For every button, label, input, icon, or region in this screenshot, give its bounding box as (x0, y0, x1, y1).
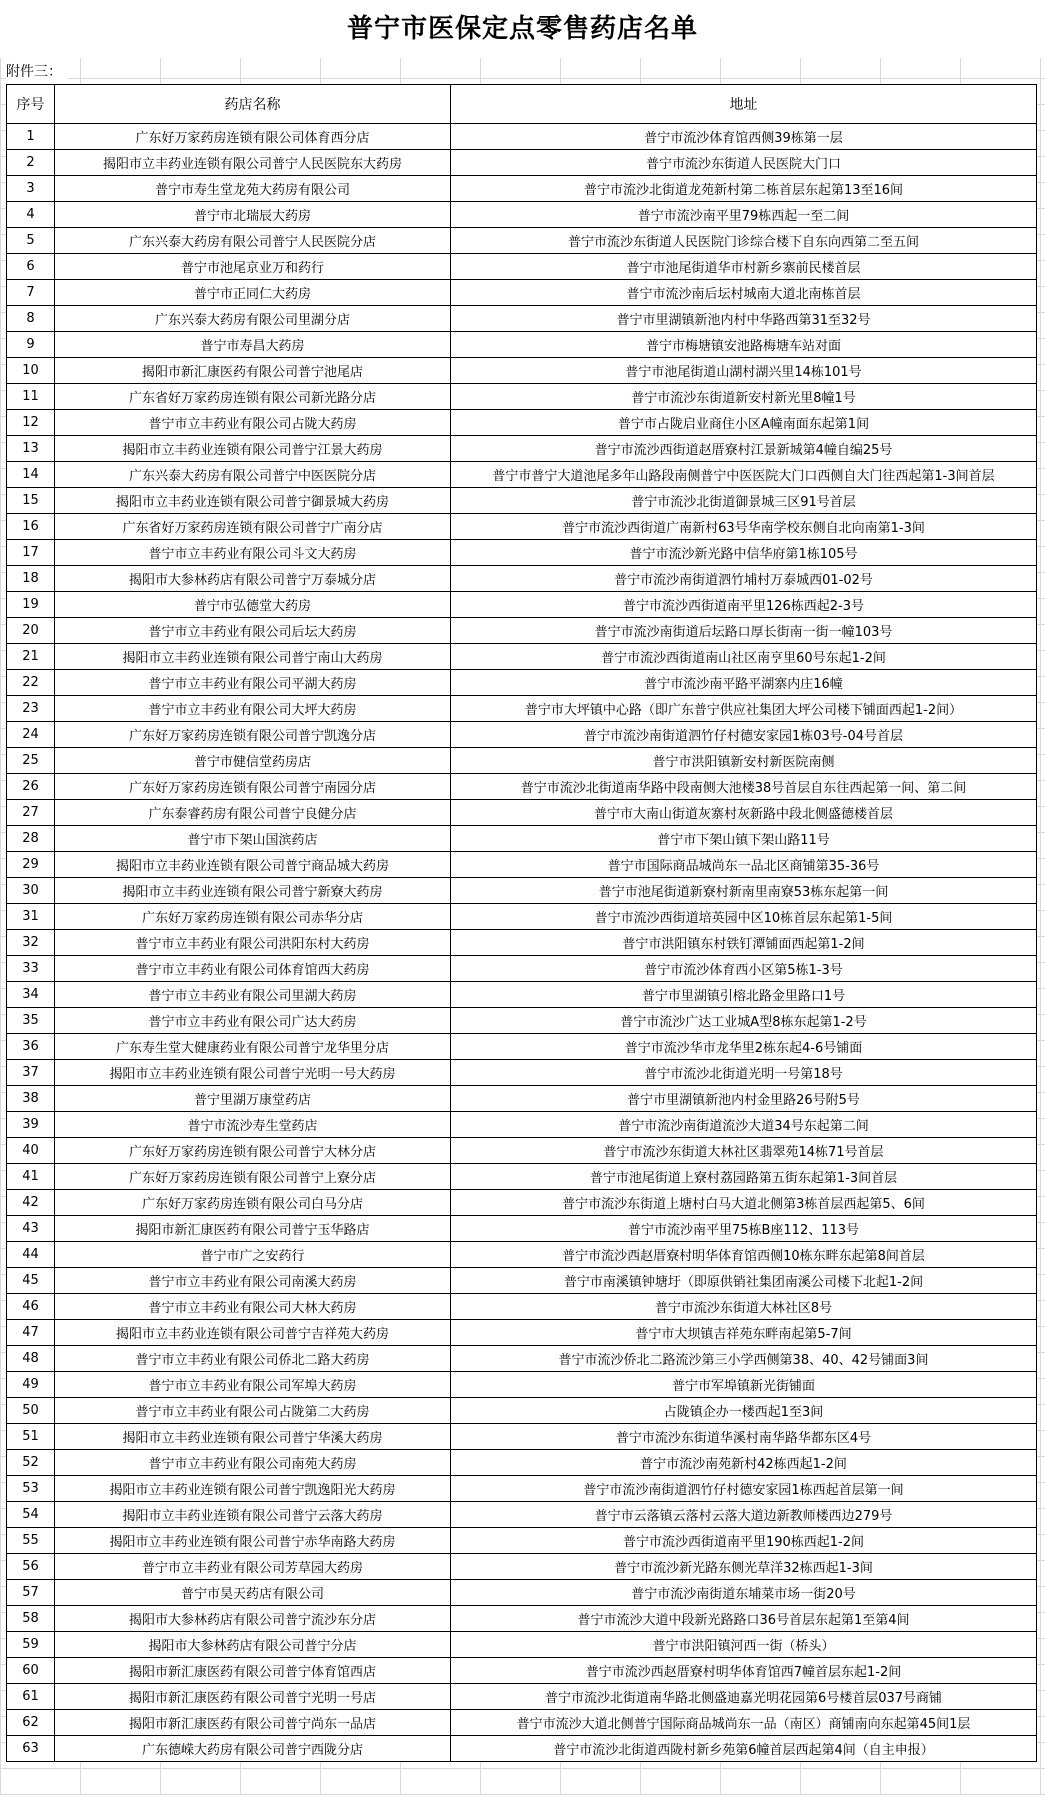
table-row (7, 800, 1037, 826)
cell-pharmacy-name: 广东省好万家药房连锁有限公司新光路分店 (55, 384, 451, 410)
cell-index: 37 (7, 1060, 55, 1086)
table-row (7, 1190, 1037, 1216)
cell-index: 54 (7, 1502, 55, 1528)
cell-address: 普宁市流沙大道北侧普宁国际商品城尚东一品（南区）商铺南向东起第45间1层 (451, 1710, 1037, 1736)
table-row (7, 1632, 1037, 1658)
cell-pharmacy-name: 普宁市立丰药业有限公司里湖大药房 (55, 982, 451, 1008)
cell-pharmacy-name: 普宁市弘德堂大药房 (55, 592, 451, 618)
table-row (7, 176, 1037, 202)
cell-pharmacy-name: 广东兴泰大药房有限公司普宁人民医院分店 (55, 228, 451, 254)
attachment-label: 附件三： (6, 62, 68, 82)
table-row (7, 1424, 1037, 1450)
cell-index: 30 (7, 878, 55, 904)
cell-pharmacy-name: 普宁市立丰药业有限公司体育馆西大药房 (55, 956, 451, 982)
cell-pharmacy-name: 普宁市立丰药业有限公司后坛大药房 (55, 618, 451, 644)
cell-index: 38 (7, 1086, 55, 1112)
cell-address: 普宁市流沙西街道广南新村63号华南学校东侧自北向南第1-3间 (451, 514, 1037, 540)
cell-pharmacy-name: 揭阳市立丰药业连锁有限公司普宁新寮大药房 (55, 878, 451, 904)
cell-address: 普宁市普宁大道池尾多年山路段南侧普宁中医医院大门口西侧自大门往西起第1-3间首层 (451, 462, 1037, 488)
table-row (7, 1086, 1037, 1112)
cell-index: 44 (7, 1242, 55, 1268)
cell-address: 普宁市洪阳镇新安村新医院南侧 (451, 748, 1037, 774)
cell-address: 普宁市流沙西街道赵厝寮村江景新城第4幢自编25号 (451, 436, 1037, 462)
table-row (7, 1736, 1037, 1762)
cell-address: 普宁市流沙南街道后坛路口厚长街南一街一幢103号 (451, 618, 1037, 644)
cell-pharmacy-name: 普宁市正同仁大药房 (55, 280, 451, 306)
table-row (7, 254, 1037, 280)
cell-index: 19 (7, 592, 55, 618)
cell-index: 43 (7, 1216, 55, 1242)
cell-pharmacy-name: 广东好万家药房连锁有限公司体育西分店 (55, 124, 451, 150)
cell-index: 4 (7, 202, 55, 228)
cell-index: 48 (7, 1346, 55, 1372)
cell-address: 普宁市流沙体育西小区第5栋1-3号 (451, 956, 1037, 982)
cell-index: 32 (7, 930, 55, 956)
cell-address: 普宁市流沙北街道南华路中段南侧大池楼38号首层自东往西起第一间、第二间 (451, 774, 1037, 800)
cell-index: 61 (7, 1684, 55, 1710)
cell-address: 普宁市国际商品城尚东一品北区商铺第35-36号 (451, 852, 1037, 878)
cell-address: 普宁市流沙东街道人民医院门诊综合楼下自东向西第二至五间 (451, 228, 1037, 254)
cell-index: 56 (7, 1554, 55, 1580)
table-row (7, 878, 1037, 904)
cell-address: 普宁市流沙西街道培英园中区10栋首层东起第1-5间 (451, 904, 1037, 930)
table-row (7, 1060, 1037, 1086)
cell-pharmacy-name: 普宁市寿生堂龙苑大药房有限公司 (55, 176, 451, 202)
cell-pharmacy-name: 普宁市立丰药业有限公司广达大药房 (55, 1008, 451, 1034)
cell-index: 33 (7, 956, 55, 982)
cell-pharmacy-name: 普宁市立丰药业有限公司南溪大药房 (55, 1268, 451, 1294)
cell-index: 6 (7, 254, 55, 280)
cell-pharmacy-name: 普宁市池尾京业万和药行 (55, 254, 451, 280)
cell-pharmacy-name: 揭阳市立丰药业连锁有限公司普宁南山大药房 (55, 644, 451, 670)
cell-index: 58 (7, 1606, 55, 1632)
pharmacy-table (6, 84, 1037, 1762)
cell-pharmacy-name: 揭阳市新汇康医药有限公司普宁尚东一品店 (55, 1710, 451, 1736)
table-row (7, 1710, 1037, 1736)
cell-pharmacy-name: 普宁里湖万康堂药店 (55, 1086, 451, 1112)
cell-address: 普宁市流沙大道中段新光路路口36号首层东起第1至第4间 (451, 1606, 1037, 1632)
cell-pharmacy-name: 普宁市流沙寿生堂药店 (55, 1112, 451, 1138)
cell-address: 普宁市洪阳镇河西一街（桥头） (451, 1632, 1037, 1658)
table-row (7, 670, 1037, 696)
cell-address: 普宁市池尾街道新寮村新南里南寮53栋东起第一间 (451, 878, 1037, 904)
cell-pharmacy-name: 广东德嵘大药房有限公司普宁西陇分店 (55, 1736, 451, 1762)
table-row (7, 228, 1037, 254)
table-row (7, 202, 1037, 228)
cell-address: 普宁市池尾街道山湖村湖兴里14栋101号 (451, 358, 1037, 384)
cell-address: 普宁市流沙北街道御景城三区91号首层 (451, 488, 1037, 514)
cell-index: 20 (7, 618, 55, 644)
cell-pharmacy-name: 广东寿生堂大健康药业有限公司普宁龙华里分店 (55, 1034, 451, 1060)
cell-pharmacy-name: 普宁市立丰药业有限公司芳草园大药房 (55, 1554, 451, 1580)
cell-address: 普宁市流沙新光路东侧光草洋32栋西起1-3间 (451, 1554, 1037, 1580)
cell-index: 18 (7, 566, 55, 592)
cell-index: 55 (7, 1528, 55, 1554)
cell-address: 占陇镇企办一楼西起1至3间 (451, 1398, 1037, 1424)
cell-pharmacy-name: 普宁市昊天药店有限公司 (55, 1580, 451, 1606)
cell-index: 53 (7, 1476, 55, 1502)
cell-address: 普宁市流沙新光路中信华府第1栋105号 (451, 540, 1037, 566)
cell-pharmacy-name: 普宁市北瑞辰大药房 (55, 202, 451, 228)
table-row (7, 1216, 1037, 1242)
cell-pharmacy-name: 揭阳市立丰药业连锁有限公司普宁人民医院东大药房 (55, 150, 451, 176)
cell-pharmacy-name: 普宁市广之安药行 (55, 1242, 451, 1268)
cell-index: 24 (7, 722, 55, 748)
cell-index: 25 (7, 748, 55, 774)
table-row (7, 644, 1037, 670)
cell-pharmacy-name: 揭阳市大参林药店有限公司普宁流沙东分店 (55, 1606, 451, 1632)
cell-address: 普宁市池尾街道上寮村荔园路第五街东起第1-3间首层 (451, 1164, 1037, 1190)
cell-address: 普宁市流沙北街道南华路北侧盛迪嘉光明花园第6号楼首层037号商铺 (451, 1684, 1037, 1710)
cell-pharmacy-name: 普宁市立丰药业有限公司占陇大药房 (55, 410, 451, 436)
cell-index: 16 (7, 514, 55, 540)
cell-pharmacy-name: 揭阳市立丰药业连锁有限公司普宁商品城大药房 (55, 852, 451, 878)
table-row (7, 306, 1037, 332)
cell-index: 63 (7, 1736, 55, 1762)
table-row (7, 540, 1037, 566)
cell-pharmacy-name: 揭阳市新汇康医药有限公司普宁体育馆西店 (55, 1658, 451, 1684)
table-row (7, 1164, 1037, 1190)
cell-index: 7 (7, 280, 55, 306)
cell-index: 31 (7, 904, 55, 930)
cell-index: 62 (7, 1710, 55, 1736)
cell-address: 普宁市云落镇云落村云落大道边新教师楼西边279号 (451, 1502, 1037, 1528)
table-row (7, 1346, 1037, 1372)
cell-pharmacy-name: 广东好万家药房连锁有限公司普宁大林分店 (55, 1138, 451, 1164)
cell-address: 普宁市里湖镇引榕北路金里路口1号 (451, 982, 1037, 1008)
cell-pharmacy-name: 广东好万家药房连锁有限公司赤华分店 (55, 904, 451, 930)
table-row (7, 592, 1037, 618)
cell-pharmacy-name: 普宁市立丰药业有限公司大坪大药房 (55, 696, 451, 722)
table-row (7, 852, 1037, 878)
cell-pharmacy-name: 普宁市立丰药业有限公司军埠大药房 (55, 1372, 451, 1398)
cell-index: 34 (7, 982, 55, 1008)
cell-pharmacy-name: 普宁市下架山国滨药店 (55, 826, 451, 852)
column-header-index: 序号 (7, 85, 55, 124)
table-row (7, 1658, 1037, 1684)
table-row (7, 774, 1037, 800)
cell-index: 42 (7, 1190, 55, 1216)
cell-pharmacy-name: 揭阳市立丰药业连锁有限公司普宁凯逸阳光大药房 (55, 1476, 451, 1502)
cell-address: 普宁市洪阳镇东村铁钉潭铺面西起第1-2间 (451, 930, 1037, 956)
cell-pharmacy-name: 揭阳市立丰药业连锁有限公司普宁吉祥苑大药房 (55, 1320, 451, 1346)
cell-address: 普宁市流沙西赵厝寮村明华体育馆西侧10栋东畔东起第8间首层 (451, 1242, 1037, 1268)
table-row (7, 332, 1037, 358)
cell-index: 41 (7, 1164, 55, 1190)
cell-address: 普宁市流沙西街道南平里190栋西起1-2间 (451, 1528, 1037, 1554)
cell-pharmacy-name: 广东兴泰大药房有限公司普宁中医医院分店 (55, 462, 451, 488)
cell-index: 14 (7, 462, 55, 488)
column-header-address: 地址 (451, 85, 1037, 124)
cell-pharmacy-name: 揭阳市立丰药业连锁有限公司普宁江景大药房 (55, 436, 451, 462)
table-row (7, 1580, 1037, 1606)
cell-index: 39 (7, 1112, 55, 1138)
cell-pharmacy-name: 揭阳市立丰药业连锁有限公司普宁御景城大药房 (55, 488, 451, 514)
cell-address: 普宁市流沙南后坛村城南大道北南栋首层 (451, 280, 1037, 306)
table-row (7, 1294, 1037, 1320)
cell-index: 1 (7, 124, 55, 150)
cell-address: 普宁市流沙西街道南平里126栋西起2-3号 (451, 592, 1037, 618)
cell-index: 10 (7, 358, 55, 384)
cell-address: 普宁市流沙南平路平湖寨内庄16幢 (451, 670, 1037, 696)
cell-pharmacy-name: 广东好万家药房连锁有限公司白马分店 (55, 1190, 451, 1216)
cell-pharmacy-name: 揭阳市新汇康医药有限公司普宁玉华路店 (55, 1216, 451, 1242)
table-row (7, 358, 1037, 384)
cell-index: 49 (7, 1372, 55, 1398)
table-row (7, 1606, 1037, 1632)
cell-index: 28 (7, 826, 55, 852)
cell-pharmacy-name: 揭阳市大参林药店有限公司普宁万泰城分店 (55, 566, 451, 592)
cell-address: 普宁市流沙东街道大林社区8号 (451, 1294, 1037, 1320)
cell-pharmacy-name: 普宁市立丰药业有限公司南苑大药房 (55, 1450, 451, 1476)
cell-pharmacy-name: 广东兴泰大药房有限公司里湖分店 (55, 306, 451, 332)
cell-index: 11 (7, 384, 55, 410)
cell-address: 普宁市占陇启业商住小区A幢南面东起第1间 (451, 410, 1037, 436)
table-row (7, 1034, 1037, 1060)
table-row (7, 124, 1037, 150)
cell-address: 普宁市流沙南街道东埔菜市场一街20号 (451, 1580, 1037, 1606)
cell-address: 普宁市流沙北街道光明一号第18号 (451, 1060, 1037, 1086)
cell-address: 普宁市军埠镇新光街铺面 (451, 1372, 1037, 1398)
cell-index: 45 (7, 1268, 55, 1294)
cell-pharmacy-name: 揭阳市立丰药业连锁有限公司普宁赤华南路大药房 (55, 1528, 451, 1554)
table-row (7, 1320, 1037, 1346)
cell-index: 5 (7, 228, 55, 254)
cell-index: 60 (7, 1658, 55, 1684)
table-row (7, 696, 1037, 722)
cell-index: 17 (7, 540, 55, 566)
cell-pharmacy-name: 揭阳市立丰药业连锁有限公司普宁云落大药房 (55, 1502, 451, 1528)
cell-pharmacy-name: 普宁市立丰药业有限公司大林大药房 (55, 1294, 451, 1320)
cell-index: 23 (7, 696, 55, 722)
table-header-row (7, 85, 1037, 124)
table-row (7, 1268, 1037, 1294)
cell-address: 普宁市流沙东街道华溪村南华路华都东区4号 (451, 1424, 1037, 1450)
cell-index: 8 (7, 306, 55, 332)
cell-index: 50 (7, 1398, 55, 1424)
cell-address: 普宁市池尾街道华市村新乡寨前民楼首层 (451, 254, 1037, 280)
table-row (7, 1398, 1037, 1424)
cell-address: 普宁市里湖镇新池内村金里路26号附5号 (451, 1086, 1037, 1112)
cell-address: 普宁市流沙广达工业城A型8栋东起第1-2号 (451, 1008, 1037, 1034)
cell-pharmacy-name: 普宁市立丰药业有限公司洪阳东村大药房 (55, 930, 451, 956)
cell-pharmacy-name: 揭阳市新汇康医药有限公司普宁光明一号店 (55, 1684, 451, 1710)
cell-pharmacy-name: 普宁市立丰药业有限公司平湖大药房 (55, 670, 451, 696)
cell-address: 普宁市流沙东街道新安村新光里8幢1号 (451, 384, 1037, 410)
cell-index: 51 (7, 1424, 55, 1450)
table-row (7, 722, 1037, 748)
cell-pharmacy-name: 广东泰睿药房有限公司普宁良健分店 (55, 800, 451, 826)
cell-index: 29 (7, 852, 55, 878)
cell-index: 9 (7, 332, 55, 358)
table-row (7, 436, 1037, 462)
table-row (7, 956, 1037, 982)
cell-index: 57 (7, 1580, 55, 1606)
cell-index: 40 (7, 1138, 55, 1164)
cell-address: 普宁市流沙南街道泗竹仔村德安家园1栋西起首层第一间 (451, 1476, 1037, 1502)
cell-pharmacy-name: 广东好万家药房连锁有限公司普宁上寮分店 (55, 1164, 451, 1190)
table-row (7, 1372, 1037, 1398)
cell-address: 普宁市流沙北街道西陇村新乡苑第6幢首层西起第4间（自主申报） (451, 1736, 1037, 1762)
table-row (7, 1450, 1037, 1476)
cell-index: 2 (7, 150, 55, 176)
cell-address: 普宁市流沙北街道龙苑新村第二栋首层东起第13至16间 (451, 176, 1037, 202)
cell-address: 普宁市梅塘镇安池路梅塘车站对面 (451, 332, 1037, 358)
cell-address: 普宁市流沙体育馆西侧39栋第一层 (451, 124, 1037, 150)
table-row (7, 488, 1037, 514)
cell-address: 普宁市下架山镇下架山路11号 (451, 826, 1037, 852)
table-row (7, 826, 1037, 852)
cell-index: 15 (7, 488, 55, 514)
cell-pharmacy-name: 普宁市寿昌大药房 (55, 332, 451, 358)
table-row (7, 1138, 1037, 1164)
table-row (7, 982, 1037, 1008)
cell-index: 22 (7, 670, 55, 696)
column-header-name: 药店名称 (55, 85, 451, 124)
cell-address: 普宁市流沙东街道上塘村白马大道北侧第3栋首层西起第5、6间 (451, 1190, 1037, 1216)
table-row (7, 280, 1037, 306)
cell-address: 普宁市大坪镇中心路（即广东普宁供应社集团大坪公司楼下铺面西起1-2间） (451, 696, 1037, 722)
cell-pharmacy-name: 揭阳市立丰药业连锁有限公司普宁光明一号大药房 (55, 1060, 451, 1086)
cell-index: 13 (7, 436, 55, 462)
cell-address: 普宁市流沙南苑新村42栋西起1-2间 (451, 1450, 1037, 1476)
cell-address: 普宁市流沙华市龙华里2栋东起4-6号铺面 (451, 1034, 1037, 1060)
table-row (7, 1684, 1037, 1710)
table-row (7, 514, 1037, 540)
cell-index: 26 (7, 774, 55, 800)
table-row (7, 410, 1037, 436)
cell-index: 52 (7, 1450, 55, 1476)
cell-index: 12 (7, 410, 55, 436)
table-row (7, 1476, 1037, 1502)
cell-address: 普宁市流沙西街道南山社区南亨里60号东起1-2间 (451, 644, 1037, 670)
cell-index: 35 (7, 1008, 55, 1034)
cell-pharmacy-name: 广东好万家药房连锁有限公司普宁南园分店 (55, 774, 451, 800)
cell-address: 普宁市流沙东街道大林社区翡翠苑14栋71号首层 (451, 1138, 1037, 1164)
cell-pharmacy-name: 普宁市健信堂药房店 (55, 748, 451, 774)
cell-index: 47 (7, 1320, 55, 1346)
table-row (7, 1502, 1037, 1528)
page-title: 普宁市医保定点零售药店名单 (0, 0, 1045, 58)
cell-index: 21 (7, 644, 55, 670)
table-row (7, 566, 1037, 592)
table-row (7, 462, 1037, 488)
cell-address: 普宁市流沙西赵厝寮村明华体育馆西7幢首层东起1-2间 (451, 1658, 1037, 1684)
cell-index: 46 (7, 1294, 55, 1320)
table-row (7, 1554, 1037, 1580)
cell-pharmacy-name: 普宁市立丰药业有限公司占陇第二大药房 (55, 1398, 451, 1424)
cell-pharmacy-name: 广东省好万家药房连锁有限公司普宁广南分店 (55, 514, 451, 540)
table-row (7, 1008, 1037, 1034)
cell-address: 普宁市流沙南平里75栋B座112、113号 (451, 1216, 1037, 1242)
cell-address: 普宁市南溪镇钟塘圩（即原供销社集团南溪公司楼下北起1-2间 (451, 1268, 1037, 1294)
cell-address: 普宁市流沙南街道流沙大道34号东起第二间 (451, 1112, 1037, 1138)
cell-pharmacy-name: 广东好万家药房连锁有限公司普宁凯逸分店 (55, 722, 451, 748)
table-row (7, 904, 1037, 930)
table-row (7, 618, 1037, 644)
cell-pharmacy-name: 揭阳市立丰药业连锁有限公司普宁华溪大药房 (55, 1424, 451, 1450)
table-row (7, 1112, 1037, 1138)
cell-pharmacy-name: 揭阳市大参林药店有限公司普宁分店 (55, 1632, 451, 1658)
cell-address: 普宁市大南山街道灰寨村灰新路中段北侧盛德楼首层 (451, 800, 1037, 826)
cell-index: 27 (7, 800, 55, 826)
table-row (7, 930, 1037, 956)
cell-pharmacy-name: 普宁市立丰药业有限公司侨北二路大药房 (55, 1346, 451, 1372)
cell-index: 59 (7, 1632, 55, 1658)
cell-pharmacy-name: 普宁市立丰药业有限公司斗文大药房 (55, 540, 451, 566)
cell-index: 36 (7, 1034, 55, 1060)
table-row (7, 1242, 1037, 1268)
cell-address: 普宁市流沙南平里79栋西起一至二间 (451, 202, 1037, 228)
cell-address: 普宁市大坝镇吉祥苑东畔南起第5-7间 (451, 1320, 1037, 1346)
cell-address: 普宁市流沙侨北二路流沙第三小学西侧第38、40、42号铺面3间 (451, 1346, 1037, 1372)
cell-address: 普宁市流沙南街道泗竹仔村德安家园1栋03号-04号首层 (451, 722, 1037, 748)
cell-pharmacy-name: 揭阳市新汇康医药有限公司普宁池尾店 (55, 358, 451, 384)
table-row (7, 384, 1037, 410)
cell-address: 普宁市流沙东街道人民医院大门口 (451, 150, 1037, 176)
table-row (7, 748, 1037, 774)
cell-address: 普宁市里湖镇新池内村中华路西第31至32号 (451, 306, 1037, 332)
cell-index: 3 (7, 176, 55, 202)
table-row (7, 150, 1037, 176)
cell-address: 普宁市流沙南街道泗竹埔村万泰城西01-02号 (451, 566, 1037, 592)
table-row (7, 1528, 1037, 1554)
